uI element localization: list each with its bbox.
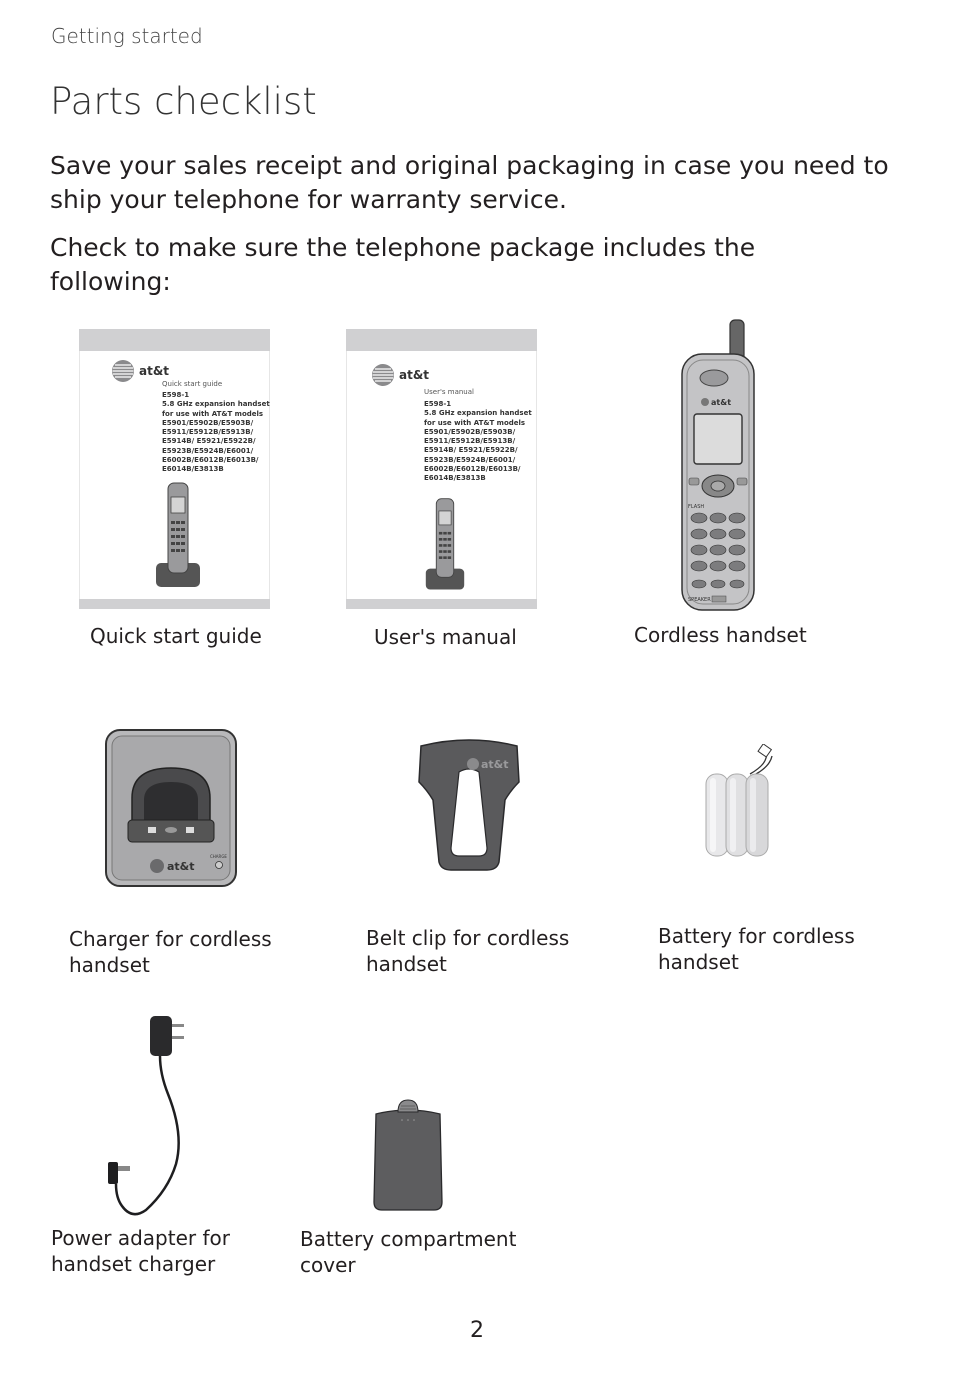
clip-brand-text: at&t (481, 758, 509, 771)
att-logo (111, 359, 169, 383)
battery-caption: Battery for cordless handset (658, 924, 855, 974)
cover-spec-text: E598-1 5.8 GHz expansion handset for use with AT&T models E5901/E5902B/E5903B/ E5911/E5912B/E5913B/ E5914B/ E5921/E5922B/ E5923B/E5924B/E6001/ E6002B/E6012B/E6013B/ E6014B/E3813B (162, 391, 270, 474)
charger-caption: Charger for cordless handset (69, 927, 272, 977)
cordless-handset-caption: Cordless handset (634, 623, 807, 647)
att-brand-text: at&t (399, 368, 430, 382)
battery-cover-caption: Battery compartment cover (300, 1227, 517, 1277)
battery-cover-image (370, 1098, 446, 1214)
power-adapter-image (104, 1014, 190, 1222)
page-title: Parts checklist (50, 80, 317, 123)
belt-clip-image (415, 738, 523, 872)
cover-bottom-band (346, 599, 537, 609)
att-brand-text: at&t (139, 364, 170, 378)
charger-brand-text: at&t (167, 860, 195, 873)
intro-paragraph-2: Check to make sure the telephone package includes the following: (50, 233, 756, 296)
att-globe-icon (111, 359, 135, 383)
handset-brand-text: at&t (711, 398, 732, 407)
cover-top-band (346, 329, 537, 351)
quick-start-guide-caption: Quick start guide (90, 624, 262, 648)
section-label: Getting started (51, 24, 203, 48)
handset-flash-label: FLASH (688, 504, 705, 510)
power-adapter-caption: Power adapter for handset charger (51, 1226, 230, 1276)
handset-on-charger-icon (153, 481, 203, 591)
quick-start-guide-image (79, 329, 270, 609)
att-logo (371, 363, 429, 387)
cover-bottom-band (79, 599, 270, 609)
cover-doc-type: Quick start guide (162, 380, 223, 388)
page-number: 2 (470, 1318, 484, 1343)
charger-image (104, 728, 238, 888)
cover-spec-text: E598-1 5.8 GHz expansion handset for use with AT&T models E5901/E5902B/E5903B/ E5911/E5912B/E5913B/ E5914B/ E5921/E5922B/ E5923B/E5924B/E6001/ E6002B/E6012B/E6013B/ E6014B/E3813B (424, 400, 532, 483)
belt-clip-caption: Belt clip for cordless handset (366, 926, 570, 976)
intro-paragraph-1: Save your sales receipt and original packaging in case you need to ship your telephone for warranty service. (50, 151, 889, 214)
cover-doc-type: User's manual (424, 388, 474, 396)
handset-on-charger-icon (422, 497, 468, 593)
att-globe-icon (371, 363, 395, 387)
charger-charge-label: CHARGE (210, 854, 227, 859)
cordless-handset-image (674, 318, 762, 614)
users-manual-caption: User's manual (374, 625, 517, 649)
users-manual-image (346, 329, 537, 609)
cover-top-band (79, 329, 270, 351)
handset-speaker-label: SPEAKER (688, 597, 711, 603)
battery-image (704, 744, 780, 860)
